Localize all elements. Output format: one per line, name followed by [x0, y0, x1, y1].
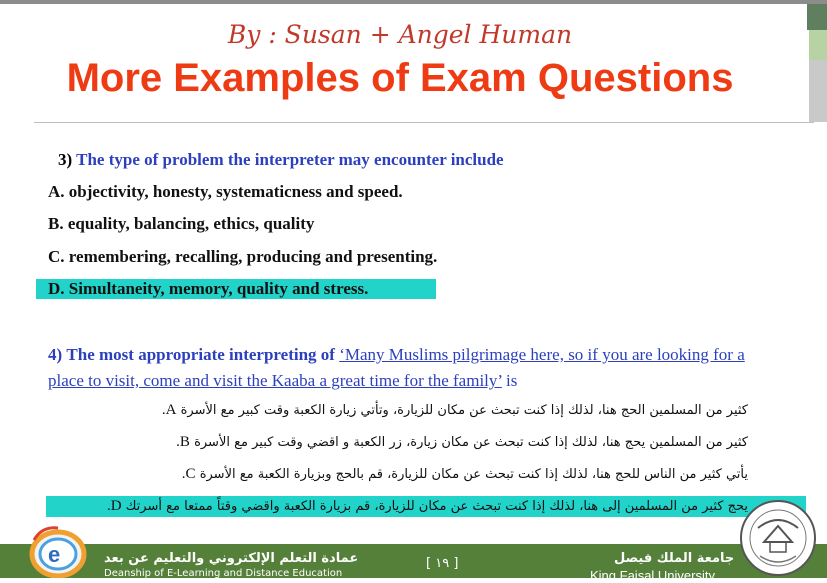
option-text: كثير من المسلمين الحج هنا، لذلك إذا كنت تبحث عن مكان للزيارة، وتأتي زيارة الكعبة وقت كبير مع الأسرة: [180, 403, 748, 418]
corner-decoration-grey: [809, 60, 827, 122]
question-4: [48, 342, 768, 394]
option-letter: A.: [161, 402, 177, 418]
university-seal-icon: [738, 498, 818, 578]
svg-text:e: e: [48, 542, 61, 567]
option-text: remembering, recalling, producing and presenting.: [68, 247, 438, 266]
corner-decoration: [807, 4, 827, 30]
option-letter: B.: [48, 214, 64, 233]
question-text: The type of problem the interpreter may encounter include: [76, 150, 504, 169]
option-b: [48, 214, 314, 234]
arabic-option-a: [48, 402, 748, 419]
option-text: كثير من المسلمين يحج هنا، لذلك إذا كنت تبحث عن مكان زيارة، زر الكعبة و اقضي وقت كبير مع الأسرة: [194, 435, 748, 450]
title-divider: [34, 122, 814, 123]
option-text: Simultaneity, memory, quality and stress.: [68, 279, 369, 298]
option-letter: C.: [181, 466, 196, 482]
option-letter: B.: [176, 434, 190, 450]
arabic-option-d: [48, 498, 748, 515]
option-text: objectivity, honesty, systematicness and speed.: [68, 182, 403, 201]
footer-deanship-arabic: عمادة التعلم الإلكتروني والتعليم عن بعد: [104, 551, 359, 566]
option-letter: A.: [48, 182, 65, 201]
option-text: يأتي كثير من الناس للحج هنا، لذلك إذا كنت تبحث عن مكان للزيارة، قم بالحج وبزيارة الكعبة مع الأسرة: [199, 467, 748, 482]
arabic-option-b: [48, 434, 748, 451]
arabic-option-c: [48, 466, 748, 483]
question-tail: is: [506, 371, 518, 390]
slide-title: More Examples of Exam Questions: [66, 56, 734, 100]
footer-deanship-english: Deanship of E-Learning and Distance Education: [104, 568, 343, 579]
footer-university-english: King Faisal University: [590, 568, 715, 583]
question-quote: ‘Many Muslims pilgrimage here, so if you are looking for a place to visit, come and visit the Kaaba a great time for the family’: [48, 345, 745, 390]
page-number: [ ١٩ ]: [426, 556, 459, 571]
option-text: يحج كثير من المسلمين إلى هنا، لذلك إذا كنت تبحث عن مكان للزيارة، قم بزيارة الكعبة واقضي وقتاً ممتعا مع أسرتك: [125, 499, 748, 514]
option-c: [48, 247, 437, 267]
footer-university-arabic: جامعة الملك فيصل: [614, 551, 735, 566]
option-letter: C.: [48, 247, 65, 266]
option-text: equality, balancing, ethics, quality: [67, 214, 315, 233]
question-text: The most appropriate interpreting of: [66, 345, 335, 364]
e-learning-logo-icon: [24, 520, 94, 578]
author-byline: By : Susan + Angel Human: [227, 20, 573, 49]
question-number: 3): [58, 150, 73, 169]
option-letter: D.: [48, 279, 65, 298]
corner-decoration-green: [809, 30, 827, 60]
question-3: [58, 150, 504, 170]
option-d: [48, 279, 368, 299]
question-number: 4): [48, 345, 63, 364]
top-bar: [0, 0, 827, 4]
option-letter: D.: [106, 498, 122, 514]
option-a: [48, 182, 403, 202]
